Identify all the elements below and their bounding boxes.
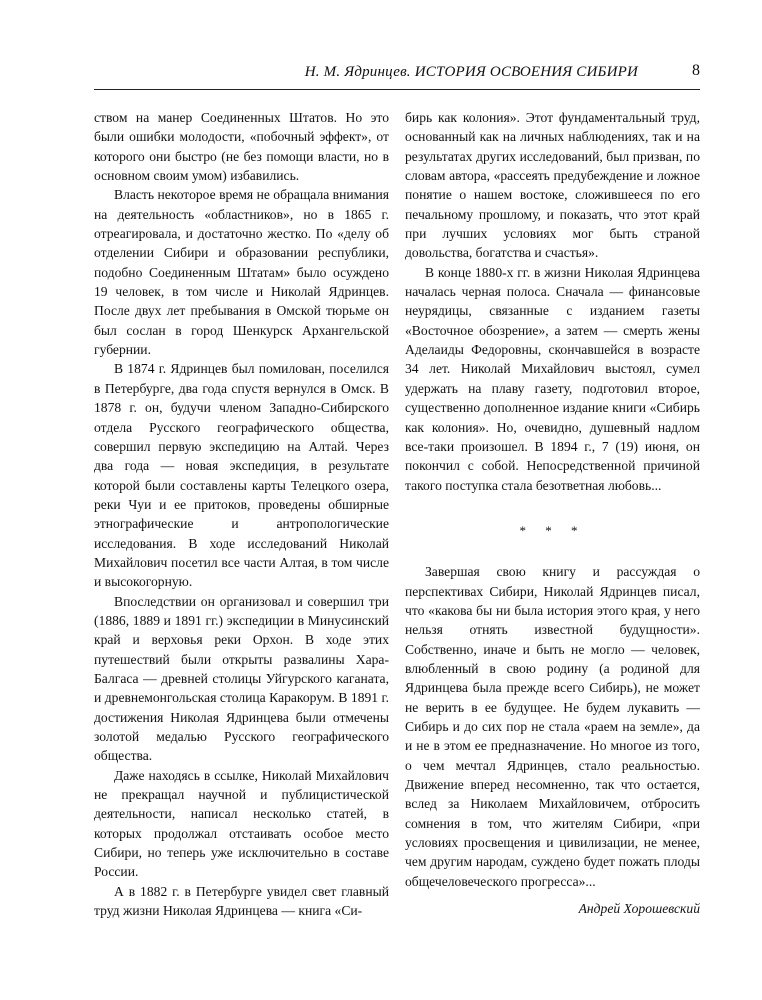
paragraph: бирь как колония». Этот фундаментальный труд, основанный как на личных наблюдениях, так и на результатах других исследований, был призван, по словам автора, «рассеять предубеждение и ложное понятие о нашем востоке, сложившееся по его печальному прошлому, и показать, что этот край при лучших условиях мог быть страной довольства, богатства и счастья». bbox=[405, 110, 700, 261]
paragraph: А в 1882 г. в Петербурге увидел свет главный труд жизни Николая Ядринцева — книга «Си- bbox=[94, 883, 389, 919]
section-separator: * * * bbox=[519, 522, 586, 538]
paragraph: Впоследствии он организовал и совершил три (1886, 1889 и 1891 гг.) экспедиции в Минусинский край и верховья реки Орхон. В ходе этих путешествий были открыты развалины Хара-Балгаса — древней столицы Уйгурского каганата, и древнемонгольская столица Каракорум. В 1891 г. достижения Николая Ядринцева были отмечены золотой медалью Русского географического общества. bbox=[94, 593, 389, 764]
paragraph: Даже находясь в ссылке, Николай Михайлович не прекращал научной и публицистической деятельности, написал несколько статей, в которых продолжал отстаивать особое место Сибири, но теперь уже исключительно в составе России. bbox=[94, 767, 389, 880]
header-book-title: ИСТОРИЯ ОСВОЕНИЯ СИБИРИ bbox=[414, 64, 638, 80]
paragraph: В 1874 г. Ядринцев был помилован, поселился в Петербурге, два года спустя вернулся в Омск. В 1878 г. он, будучи членом Западно-Сибирского отдела Русского географического общества, совершил первую экспедицию на Алтай. Через два года — новая экспедиция, в результате которой были составлены карты Телецкого озера, реки Чуи и ее притоков, проведены обширные этнографические и антропологические исследования. В ходе исследований Николай Михайлович посетил все части Алтая, в том числе и высокогорную. bbox=[94, 361, 389, 590]
header-divider bbox=[94, 89, 700, 90]
left-column bbox=[94, 108, 389, 920]
header-author: Н. М. Ядринцев. bbox=[304, 64, 411, 80]
paragraph: В конце 1880-х гг. в жизни Николая Ядринцева началась черная полоса. Сначала — финансовые неурядицы, связанные с изданием газеты «Восточное обозрение», а затем — смерть жены Аделаиды Федоровны, скончавшейся в возрасте 34 лет. Николай Михайлович выстоял, сумел удержать на плаву газету, подготовил второе, существенно дополненное издание книги «Сибирь как колония». Но, очевидно, душевный надлом все-таки произошел. В 1894 г., 7 (19) июня, он покончил с собой. Непосредственной причиной такого поступка стала безответная любовь... bbox=[405, 264, 700, 493]
page-number: 8 bbox=[692, 62, 700, 79]
paragraph: Завершая свою книгу и рассуждая о перспективах Сибири, Николай Ядринцев писал, что «какова бы ни была история этого края, у него нельзя отнять известной будущности». Собственно, иначе и быть не могло — человек, влюбленный в свою родину (а родиной для Ядринцева была прежде всего Сибирь), не может не верить в ее будущее. Не будем лукавить — Сибирь и до сих пор не стала «раем на земле», да и не в этом ее предназначение. Но многое из того, о чем мечтал Ядринцев, стало реальностью. Движение вперед несомненно, так что остается, вслед за Николаем Михайловичем, отбросить сомнения в том, что жителям Сибири, «при условиях просвещения и цивилизации, не менее, чем другим народам, суждено будет пожать плоды общечеловеческого прогресса»... bbox=[405, 564, 700, 889]
running-title bbox=[305, 64, 638, 81]
author-signature: Андрей Хорошевский bbox=[578, 901, 700, 917]
paragraph: Власть некоторое время не обращала внимания на деятельность «областников», но в 1865 г. отреагировала, и достаточно жестко. По «делу об отделении Сибири и образовании республики, подобно Соединенным Штатам» было осуждено 19 человек, в том числе и Николай Ядринцев. После двух лет пребывания в Омской тюрьме он был сослан в город Шенкурск Архангельской губернии. bbox=[94, 187, 389, 358]
right-column bbox=[405, 108, 700, 918]
running-header bbox=[94, 62, 700, 84]
paragraph: ством на манер Соединенных Штатов. Но это были ошибки молодости, «побочный эффект», от которого они быстро (не без помощи власти, но в основном своим умом) избавились. bbox=[94, 110, 389, 184]
